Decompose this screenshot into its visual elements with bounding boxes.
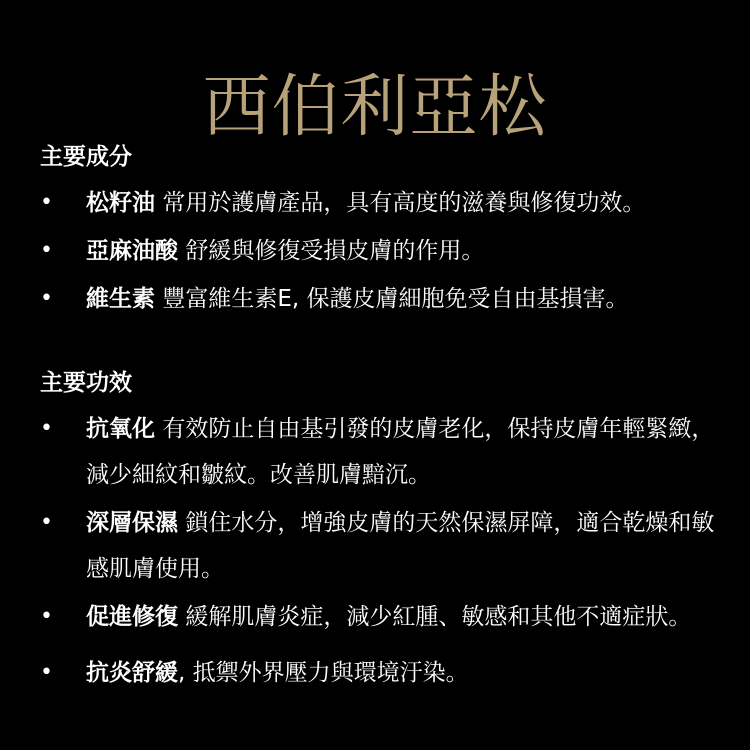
item-desc: 抵禦外界壓力與環境汙染。 <box>192 660 469 686</box>
bullet-icon: • <box>40 286 53 311</box>
item-name: 深層保濕 <box>86 510 178 536</box>
item-name: 維生素 <box>86 286 155 312</box>
list-item <box>40 406 730 498</box>
item-desc: 豐富維生素E, 保護皮膚細胞免受自由基損害。 <box>162 286 629 312</box>
effects-heading: 主要功效 <box>40 370 132 396</box>
list-item: • 抗炎舒緩, 抵禦外界壓力與環境汙染。 <box>40 650 730 696</box>
bullet-icon: • <box>40 190 53 215</box>
bullet-icon: • <box>40 238 53 263</box>
bullet-icon: • <box>40 660 53 685</box>
list-item <box>40 594 730 640</box>
item-desc: 常用於護膚產品，具有高度的滋養與修復功效。 <box>162 190 646 216</box>
item-desc: 有效防止自由基引發的皮膚老化，保持皮膚年輕緊緻，減少細紋和皺紋。改善肌膚黯沉。 <box>86 416 715 488</box>
bullet-icon: • <box>40 604 53 629</box>
item-desc: 舒緩與修復受損皮膚的作用。 <box>185 238 485 264</box>
list-item <box>40 228 730 274</box>
bullet-icon: • <box>40 416 53 441</box>
effects-list <box>40 406 730 696</box>
item-desc: 鎖住水分，增強皮膚的天然保濕屏障，適合乾燥和敏感肌膚使用。 <box>86 510 715 582</box>
ingredients-heading: 主要成分 <box>40 144 132 170</box>
list-item <box>40 500 730 592</box>
ingredients-section <box>40 142 730 322</box>
item-desc: 緩解肌膚炎症，減少紅腫、敏感和其他不適症狀。 <box>185 604 692 630</box>
bullet-icon: • <box>40 510 53 535</box>
item-name: 促進修復 <box>86 604 178 630</box>
ingredients-list <box>40 180 730 322</box>
item-name: 松籽油 <box>86 190 155 216</box>
list-item <box>40 276 730 322</box>
effects-section <box>40 368 730 698</box>
item-name: 抗氧化 <box>86 416 155 442</box>
list-item <box>40 180 730 226</box>
page-title: 西伯利亞松 <box>202 67 548 147</box>
item-name: 亞麻油酸 <box>86 238 178 264</box>
item-name: 抗炎舒緩 <box>86 660 178 686</box>
